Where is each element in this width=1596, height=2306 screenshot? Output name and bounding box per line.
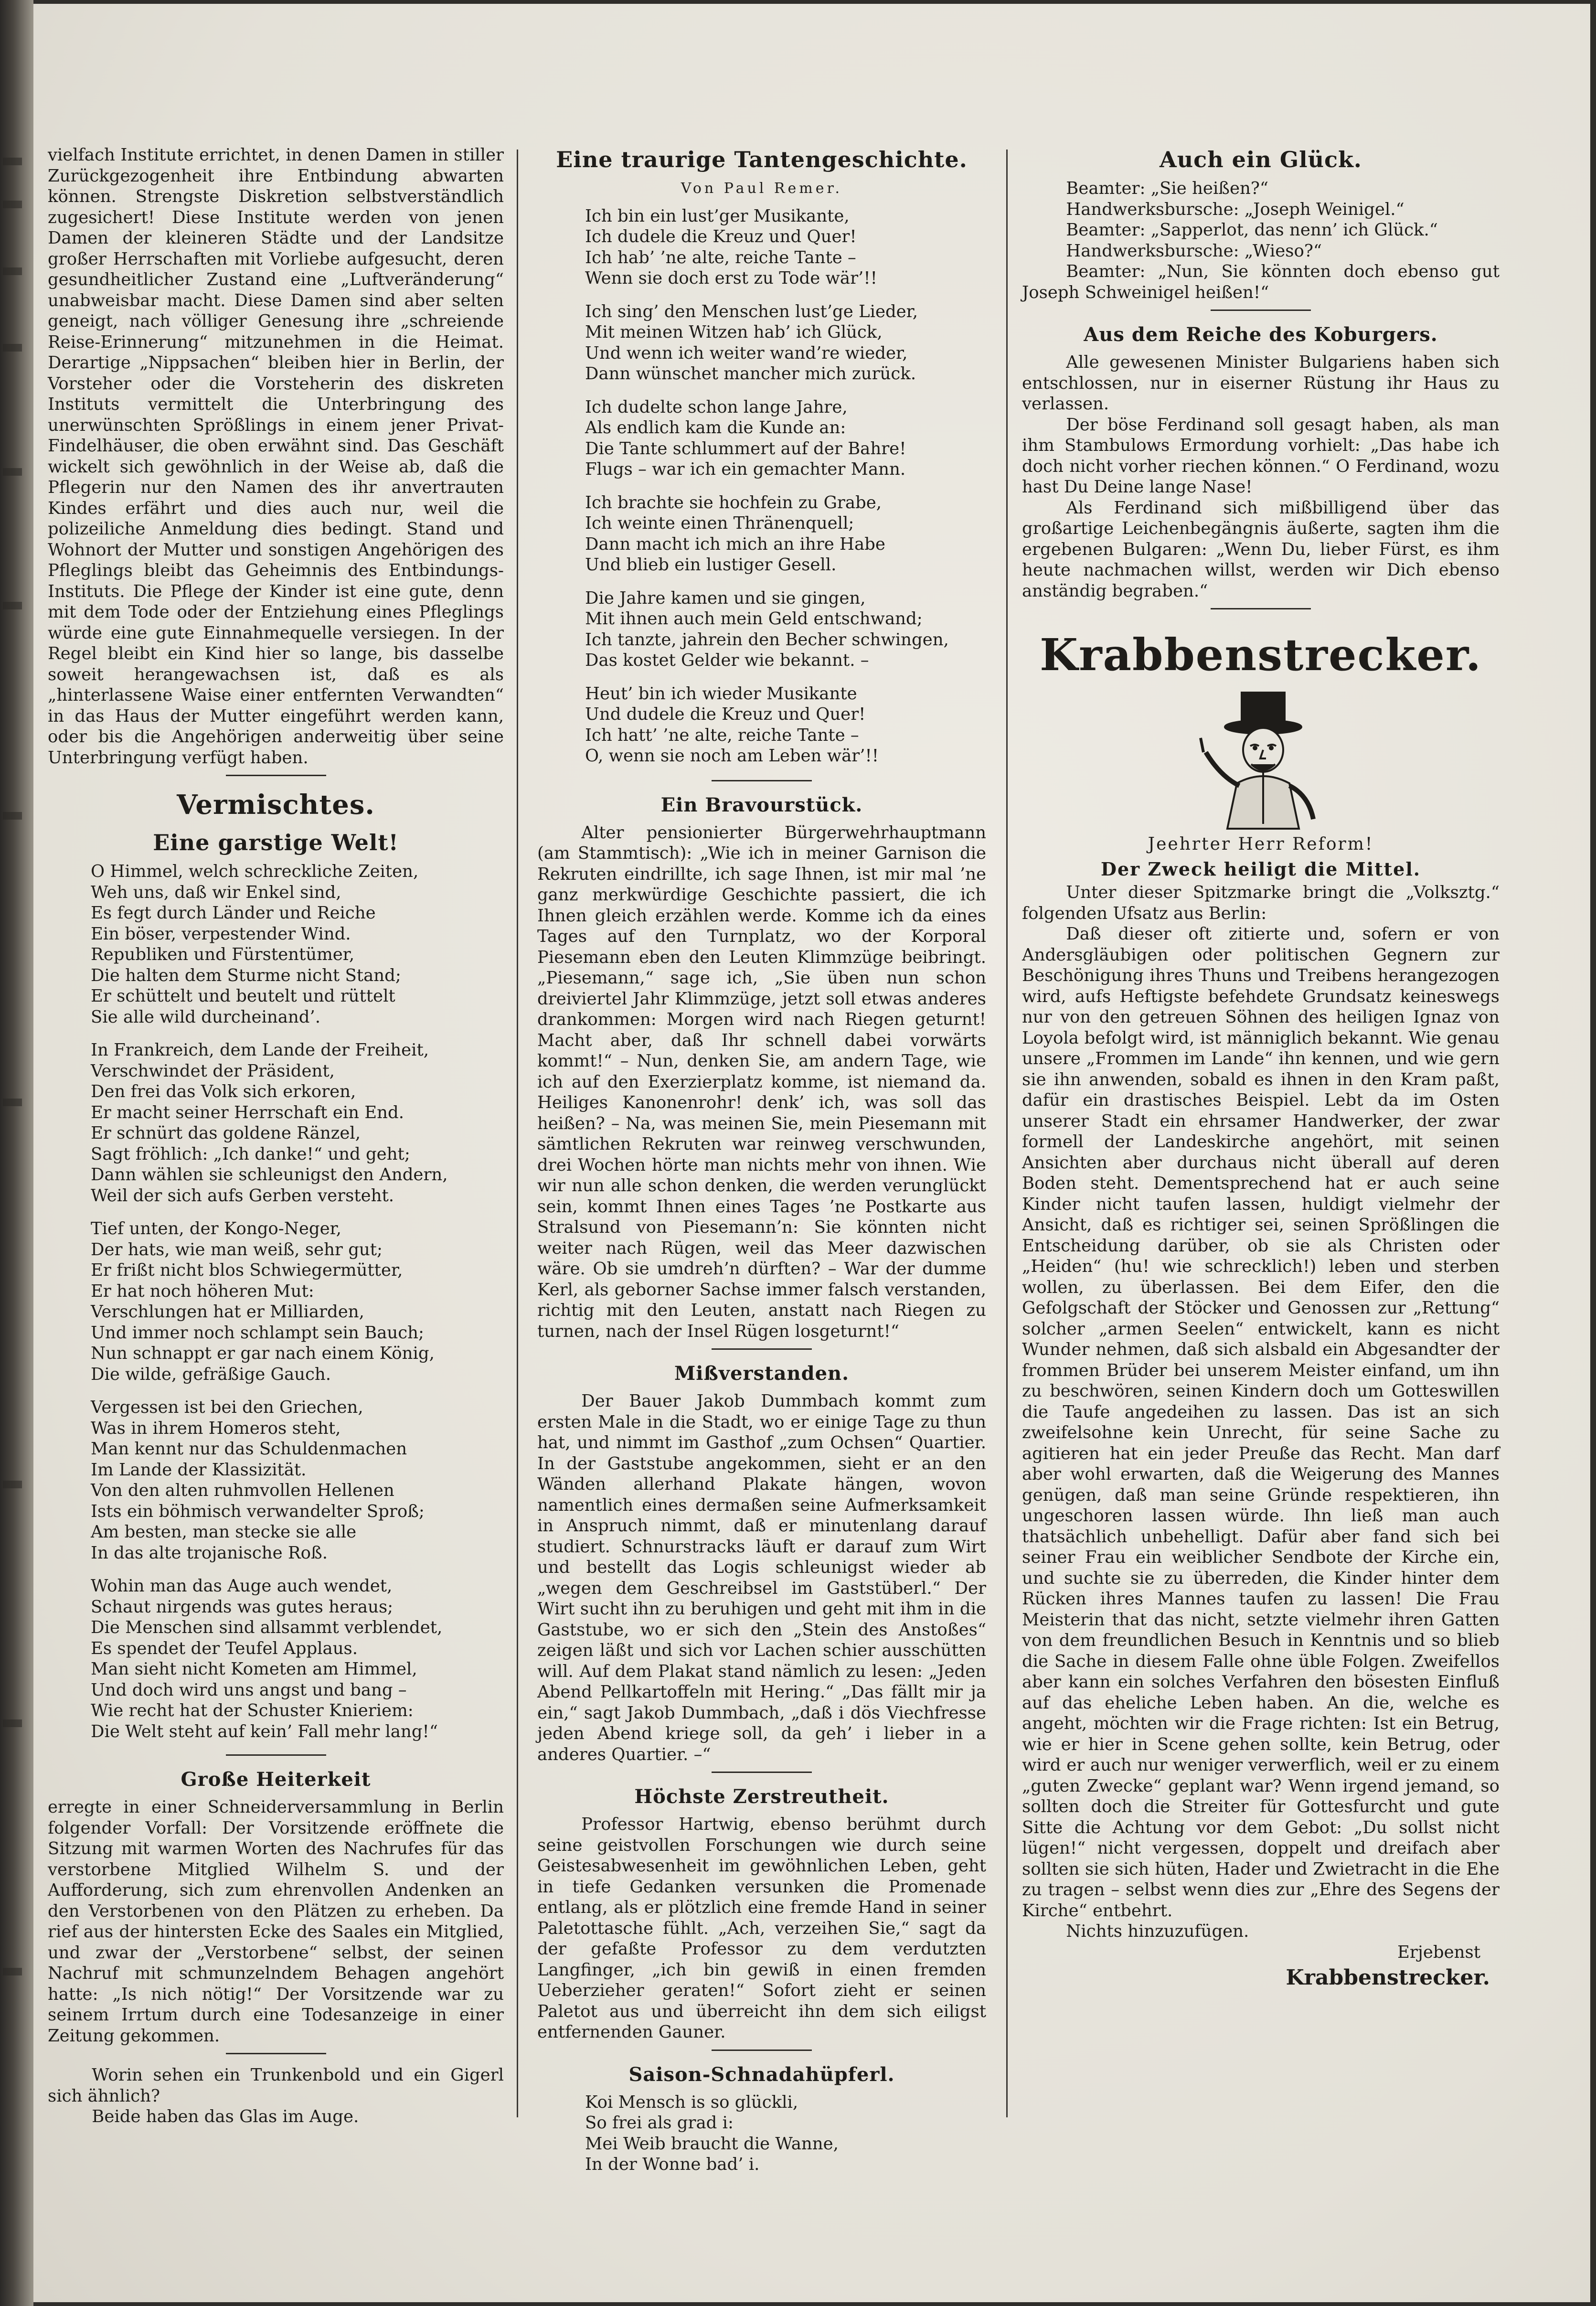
article-paragraphs [1022,352,1500,601]
verse-line: Weh uns, daß wir Enkel sind, [91,882,341,902]
article-title: Große Heiterkeit [181,1768,371,1791]
verse-line: Flugs – war ich ein gemachter Mann. [585,459,906,479]
poem-body [585,2092,986,2175]
verse-line: Verschlungen hat er Milliarden, [91,1302,364,1322]
section-rule [712,1348,812,1350]
verse-line: Es fegt durch Länder und Reiche [91,903,376,923]
verse-line: Der hats, wie man weiß, sehr gut; [91,1239,383,1260]
paragraph: Der böse Ferdinand soll gesagt haben, als man ihm Stambulows Ermordung vorhielt: „Das habe ich doch nicht vorher riechen können.“ O Ferdinand, wozu hast Du Deine lange Nase! [1022,415,1500,497]
stanza [585,397,986,480]
newspaper-page [33,4,1590,2302]
riddle-answer: Beide haben das Glas im Auge. [92,2107,359,2126]
verse-line: Und doch wird uns angst und bang – [91,1680,407,1700]
verse-line: Das kostet Gelder wie bekannt. – [585,651,869,670]
article-title: Höchste Zerstreutheit. [634,1785,889,1808]
paragraph: Daß dieser oft zitierte und, sofern er von Andersgläubigen oder politischen Gegnern zur Beschönigung ihres Thuns und Treibens herangezogen wird, aufs Heftigste befehdete Grundsatz keineswegs nur von den getreuen Söhnen des heiligen Ignaz von Loyola befolgt wird, ist männiglich bekannt. Wie genau unsere „Frommen im Lande“ ihn kennen, und wie gern sie ihn anwenden, sobald es ihnen in den Kram paßt, dafür ein drastisches Beispiel. Lebt da im Osten unserer Stadt ein ehrsamer Handwerker, der zwar formell der Landeskirche angehört, mit seinen Ansichten aber durchaus nicht überall auf deren Boden steht. Dementsprechend hat er auch seine Kinder nicht taufen lassen, huldigt vielmehr der Ansicht, daß es richtiger sei, seinen Sprößlingen die Entscheidung darüber, ob sie als Christen oder „Heiden“ (hu! wie schrecklich!) leben und sterben wollen, zu überlassen. Bei dem Eifer, den die Gefolgschaft der Stöcker und Genossen zur „Rettung“ solcher „armen Seelen“ entwickelt, kann es nicht Wunder nehmen, daß sich alsbald ein Abgesandter der frommen Brüder bei unserem Meister einfand, um ihn zu beschwören, seinen Kindern doch um Gotteswillen die Taufe angedeihen zu lassen. Das ist an sich zweifelsohne kein Unrecht, für seine Sache zu agitieren hat ein jeder Preuße das Recht. Man darf aber wohl erwarten, daß die Weigerung des Mannes genügen, daß man seine Gründe respektieren, ihn ungeschoren lassen würde. Ihn ließ man auch thatsächlich unbehelligt. Dafür aber fand sich bei seiner Frau ein weiblicher Sendbote der Kirche ein, und suchte sie zu überreden, die Kinder hinter dem Rücken ihres Mannes taufen zu lassen! Die Frau Meisterin that das nicht, setzte vielmehr ihren Gatten von dem freundlichen Besuch in Kenntnis und so blieb die Sache in diesem Falle ohne üble Folgen. Zweifellos aber kann ein solches Verfahren den bösesten Einfluß auf das eheliche Leben haben. An die, welche es angeht, möchten wir die Frage richten: Ist ein Betrug, wie er hier in Scene gehen sollte, kein Betrug, oder wird er auch nur weniger verwerflich, weil er zu einem „guten Zwecke“ geplant war? Wenn irgend jemand, so sollten doch die Streiter für Gottesfurcht und gute Sitte die Achtung vor dem Gebot: „Du sollst nicht lügen!“ nicht vergessen, doppelt und dreifach aber sollten sie sich hüten, Hader und Zwietracht in die Ehe zu tragen – selbst wenn dies zur „Ehre des Segens der Kirche“ entbehrt. [1022,924,1500,1921]
article-title: Mißverstanden. [674,1362,850,1385]
verse-line: Er macht seiner Herrschaft ein End. [91,1102,404,1122]
verse-line: Sie alle wild durcheinand’. [91,1007,321,1027]
verse-line: Und dudele die Kreuz und Quer! [585,705,866,724]
verse-line: Sagt fröhlich: „Ich danke!“ und geht; [91,1144,410,1164]
verse-line: Schaut nirgends was gutes heraus; [91,1597,394,1617]
column-divider [1006,149,1008,2117]
stanza [585,683,986,767]
verse-line: Man kennt nur das Schuldenmachen [91,1439,407,1459]
stanza [91,1040,504,1206]
verse-line: O Himmel, welch schreckliche Zeiten, [91,862,419,881]
verse-line: Ich brachte sie hochfein zu Grabe, [585,492,882,512]
verse-line: Mit meinen Witzen hab’ ich Glück, [585,322,883,342]
verse-line: Am besten, man stecke sie alle [91,1522,357,1542]
verse-line: Ich tanzte, jahrein den Becher schwingen, [585,630,949,650]
paragraph: Beamter: „Sie heißen?“ [1066,179,1269,198]
verse-line: Ich hab’ ’ne alte, reiche Tante – [585,247,856,267]
verse-line: Dann macht ich mich an ihre Habe [585,534,885,554]
riddle-question: Worin sehen ein Trunkenbold und ein Gigerl sich ähnlich? [48,2065,504,2106]
stanza [91,1576,504,1742]
paragraph: Als Ferdinand sich mißbilligend über das großartige Leichenbegängnis äußerte, sagten ihm die ergebenen Bulgaren: „Wenn Du, lieber Fürst, es ihm heute nachmachen willst, werden wir Dich ebenso anständig begraben.“ [1022,498,1500,601]
verse-line: Als endlich kam die Kunde an: [585,418,846,438]
verse-line: Ich bin ein lust’ger Musikante, [585,206,850,226]
paragraph: Alle gewesenen Minister Bulgariens haben sich entschlossen, nur in eiserner Rüstung ihr Haus zu verlassen. [1022,352,1500,414]
verse-line: Mei Weib braucht die Wanne, [585,2134,839,2154]
section-rule [712,780,812,781]
article-subtitle: Der Zweck heiligt die Mittel. [1100,858,1421,880]
verse-line: Ich dudele die Kreuz und Quer! [585,227,857,246]
verse-line: Verschwindet der Präsident, [91,1061,335,1081]
verse-line: Und blieb ein lustiger Gesell. [585,555,837,575]
paragraph: Beamter: „Nun, Sie könnten doch ebenso gut Joseph Schweinigel heißen!“ [1022,262,1500,302]
verse-line: Die Welt steht auf kein’ Fall mehr lang!“ [91,1721,438,1741]
poem-title: Eine garstige Welt! [153,830,399,855]
poem-title: Eine traurige Tantengeschichte. [556,147,968,172]
verse-line: Wohin man das Auge auch wendet, [91,1576,393,1596]
verse-line: Dann wählen sie schleunigst den Andern, [91,1165,448,1185]
adjacent-page-edge [0,0,33,2306]
verse-line: Den frei das Volk sich erkoren, [91,1082,356,1101]
column-3 [1022,145,1500,2207]
article-text: Professor Hartwig, ebenso berühmt durch seine geistvollen Forschungen wie durch seine Geistesabwesenheit im gewöhnlichen Leben, geht in tiefe Gedanken versunken die Promenade entlang, als er plötzlich eine fremde Hand in seiner Paletottasche fühlt. „Ach, verzeihen Sie,“ sagt da der gefaßte Professor zu dem verdutzten Langfinger, „ich bin gewiß in einen fremden Ueberzieher geraten!“ Sofort zieht er seinen Paletot aus und überreicht ihn dem sich eiligst entfernenden Gauner. [537,1815,986,2042]
verse-line: Dann wünschet mancher mich zurück. [585,364,916,384]
column-2 [537,145,986,2207]
verse-line: Die halten dem Sturme nicht Stand; [91,965,401,985]
stanza [585,206,986,289]
verse-line: Nun schnappt er gar nach einem König, [91,1344,435,1363]
verse-line: Ists ein böhmisch verwandelter Sproß; [91,1501,425,1521]
verse-line: Er schüttelt und beutelt und rüttelt [91,986,395,1006]
column-1 [48,145,504,2207]
section-rule [226,1754,326,1756]
verse-line: O, wenn sie noch am Leben wär’!! [585,746,879,766]
signature: Krabbenstrecker. [1286,1965,1490,1990]
verse-line: Wenn sie doch erst zu Tode wär’!! [585,268,877,288]
stanza [91,1218,504,1385]
verse-line: Im Lande der Klassizität. [91,1460,307,1480]
verse-line: Die Menschen sind allsammt verblendet, [91,1618,443,1637]
verse-line: Mit ihnen auch mein Geld entschwand; [585,609,923,629]
verse-line: Und wenn ich weiter wand’re wieder, [585,343,908,363]
verse-line: Koi Mensch is so glückli, [585,2092,798,2112]
verse-line: Tief unten, der Kongo-Neger, [91,1219,341,1238]
section-rule [1211,608,1311,609]
verse-line: Ich dudelte schon lange Jahre, [585,397,848,417]
stanza [585,492,986,576]
verse-line: Die wilde, gefräßige Gauch. [91,1364,331,1384]
verse-line: Wie recht hat der Schuster Knieriem: [91,1701,414,1720]
verse-line: Ich hatt’ ’ne alte, reiche Tante – [585,725,859,745]
article-paragraphs [1022,882,1500,1942]
stanza [91,1397,504,1563]
article-text: Alter pensionierter Bürgerwehrhauptmann (am Stammtisch): „Wie ich in meiner Garnison die Rekruten eindrillte, ich sage Ihnen, ist mir mal ’ne ganz merkwürdige Geschichte passiert, die ich Ihnen gleich erzählen werde. Komme ich da eines Tages auf den Turnplatz, wo der Korporal Piesemann eben den Leuten Klimmzüge beibringt. „Piesemann,“ sage ich, „Sie üben nun schon dreiviertel Jahr Klimmzüge, jetzt soll etwas anderes drankommen: Morgen wird nach Riegen geturnt! Macht aber, daß Ihr schnell dabei vorwärts kommt!“ – Nun, denken Sie, am andern Tage, wie ich auf den Exerzierplatz komme, ist niemand da. Heiliges Kanonenrohr! denk’ ich, was soll das heißen? – Na, was meinen Sie, mein Piesemann mit sämtlichen Rekruten war reinweg verschwunden, drei Wochen hörte man nichts mehr von ihnen. Wie wir nun alle schon denken, die werden verunglückt sein, kommt Ihnen eines Tages ’ne Postkarte aus Stralsund von Piesemann’n: Sie könnten nicht weiter nach Rügen, weil das Meer dazwischen wäre. Ob sie umdreh’n dürften? – War der dumme Kerl, als geborner Sachse immer falsch verstanden, richtig mit den Leuten, anstatt nach Riegen zu turnen, nach der Insel Rügen losgeturnt!“ [537,822,986,1341]
verse-line: Es spendet der Teufel Applaus. [91,1638,358,1658]
stanza [91,861,504,1027]
salutation: Jeehrter Herr Reform! [1148,834,1374,854]
paragraph: Unter dieser Spitzmarke bringt die „Volksztg.“ folgenden Ufsatz aus Berlin: [1022,883,1500,923]
verse-line: So frei als grad i: [585,2113,734,2133]
verse-line: Er frißt nicht blos Schwiegermütter, [91,1260,403,1280]
verse-line: Vergessen ist bei den Griechen, [91,1398,363,1417]
verse-line: Von den alten ruhmvollen Hellenen [91,1481,394,1500]
section-rule [226,2053,326,2054]
section-rule [712,1772,812,1773]
verse-line: Er schnürt das goldene Ränzel, [91,1123,361,1143]
article-text: Der Bauer Jakob Dummbach kommt zum ersten Male in die Stadt, wo er einige Tage zu thun hat, und nimmt im Gasthof „zum Ochsen“ Quartier. In der Gaststube angekommen, sieht er an den Wänden allerhand Plakate hängen, wovon namentlich eines dermaßen seine Aufmerksamkeit in Anspruch nimmt, daß er minutenlang darauf studiert. Schnurstracks läuft er darauf zum Wirt und bestellt das Logis schleunigst wieder ab „wegen dem Geschreibsel im Gaststüberl.“ Der Wirt sucht ihn zu beruhigen und geht mit ihm in die Gaststube, wo er sich den „Stein des Anstoßes“ zeigen läßt und sich vor Lachen schier ausschütten will. Auf dem Plakat stand nämlich zu lesen: „Jeden Abend Pellkartoffeln mit Hering.“ „Das fällt mir ja ein,“ sagt Jakob Dummbach, „daß i dös Viechfresse jeden Abend kriege soll, da geh’ i lieber in a anderes Quartier. –“ [537,1391,986,1764]
verse-line: Heut’ bin ich wieder Musikante [585,683,857,704]
verse-line: Man sieht nicht Kometen am Himmel, [91,1659,417,1679]
article-title: Auch ein Glück. [1160,147,1362,172]
verse-line: Ein böser, verpestender Wind. [91,924,351,944]
verse-line: In Frankreich, dem Lande der Freiheit, [91,1040,429,1060]
verse-line: Weil der sich aufs Gerben versteht. [91,1185,394,1206]
article-title: Ein Bravourstück. [660,793,863,816]
stanza [585,301,986,384]
verse-line: In der Wonne bad’ i. [585,2155,760,2174]
section-rule [712,2050,812,2051]
closing: Erjebenst [1397,1942,1480,1962]
continued-article-text: vielfach Institute errichtet, in denen Damen in stiller Zurückgezogenheit ihre Entbindung abwarten können. Strengste Diskretion selbstverständlich zugesichert! Diese Institute werden von jenen Damen der kleineren Städte und der Landsitze großer Herrschaften mit Vorliebe aufgesucht, deren gesundheitlicher Zustand eine „Luftveränderung“ unabweisbar macht. Diese Damen sind aber selten geneigt, nach völliger Genesung ihre „schreiende Reise-Erinnerung“ mitzunehmen in die Heimat. Derartige „Nippsachen“ bleiben hier in Berlin, der Vorsteher oder die Vorsteherin des diskreten Instituts vermittelt die Unterbringung des unerwünschten Sprößlings in einem jener Privat-Findelhäuser, die oben erwähnt sind. Das Geschäft wickelt sich gewöhnlich in der Weise ab, daß die Pflegerin nur den Namen des ihr anvertrauten Kindes erfährt und dies auch nur, weil die polizeiliche Anmeldung dies bedingt. Stand und Wohnort der Mutter und sonstigen Angehörigen des Pfleglings bleibt das Geheimnis des Entbindungs-Instituts. Die Pflege der Kinder ist eine gute, denn mit dem Tode oder der Entziehung eines Pfleglings würde eine gute Einnahmequelle versiegen. In der Regel bleibt ein Kind hier so lange, bis dasselbe soweit herangewachsen ist, daß es als „hinterlassene Waise einer entfernten Verwandten“ in das Haus der Mutter eingeführt werden kann, oder bis die Angehörigen anderweitig über seine Unterbringung verfügt haben. [48,145,504,768]
verse-line: Die Tante schlummert auf der Bahre! [585,438,906,459]
article-text: erregte in einer Schneiderversammlung in Berlin folgender Vorfall: Der Vorsitzende eröffnete die Sitzung mit warmen Worten des Nachrufes für das verstorbene Mitglied Wilhelm S. und der Aufforderung, sich zum ehrenvollen Andenken an den Verstorbenen von den Plätzen zu erheben. Da rief aus der hintersten Ecke des Saales ein Mitglied, und zwar der „Verstorbene“ selbst, der seinen Nachruf mit schmunzelndem Behagen angehört hatte: „Is nich nötig!“ Der Vorsitzende war zu seinem Irrtum durch eine Todesanzeige in einer Zeitung gekommen. [48,1797,504,2046]
article-title: Saison-Schnadahüpferl. [628,2063,895,2086]
verse-line: Ich sing’ den Menschen lust’ge Lieder, [585,301,918,321]
poem-body [585,206,986,767]
verse-line: Er hat noch höheren Mut: [91,1281,314,1301]
verse-line: Und immer noch schlampt sein Bauch; [91,1323,424,1343]
column-divider [517,149,518,2117]
poem-byline: Von Paul Remer. [681,180,843,197]
paragraph: Beamter: „Sapperlot, das nenn’ ich Glück.“ [1066,220,1438,240]
verse-line: Ich weinte einen Thränenquell; [585,513,854,533]
article-title: Aus dem Reiche des Koburgers. [1084,323,1438,346]
verse-line: In das alte trojanische Roß. [91,1543,328,1563]
verse-line: Die Jahre kamen und sie gingen, [585,588,866,608]
paragraph: Nichts hinzuzufügen. [1066,1922,1249,1941]
verse-line: Republiken und Fürstentümer, [91,945,355,964]
paragraph: Handwerksbursche: „Wieso?“ [1066,241,1322,261]
column-heading: Krabbenstrecker. [1040,629,1482,681]
section-rule [226,775,326,776]
dialogue [1022,178,1500,303]
stanza [585,588,986,671]
caricature-illustration [1175,688,1347,831]
paragraph: Handwerksbursche: „Joseph Weinigel.“ [1066,199,1404,219]
verse-line: Was in ihrem Homeros steht, [91,1418,341,1438]
section-rule [1211,310,1311,311]
poem-body [91,861,504,1742]
section-title: Vermischtes. [177,789,375,821]
